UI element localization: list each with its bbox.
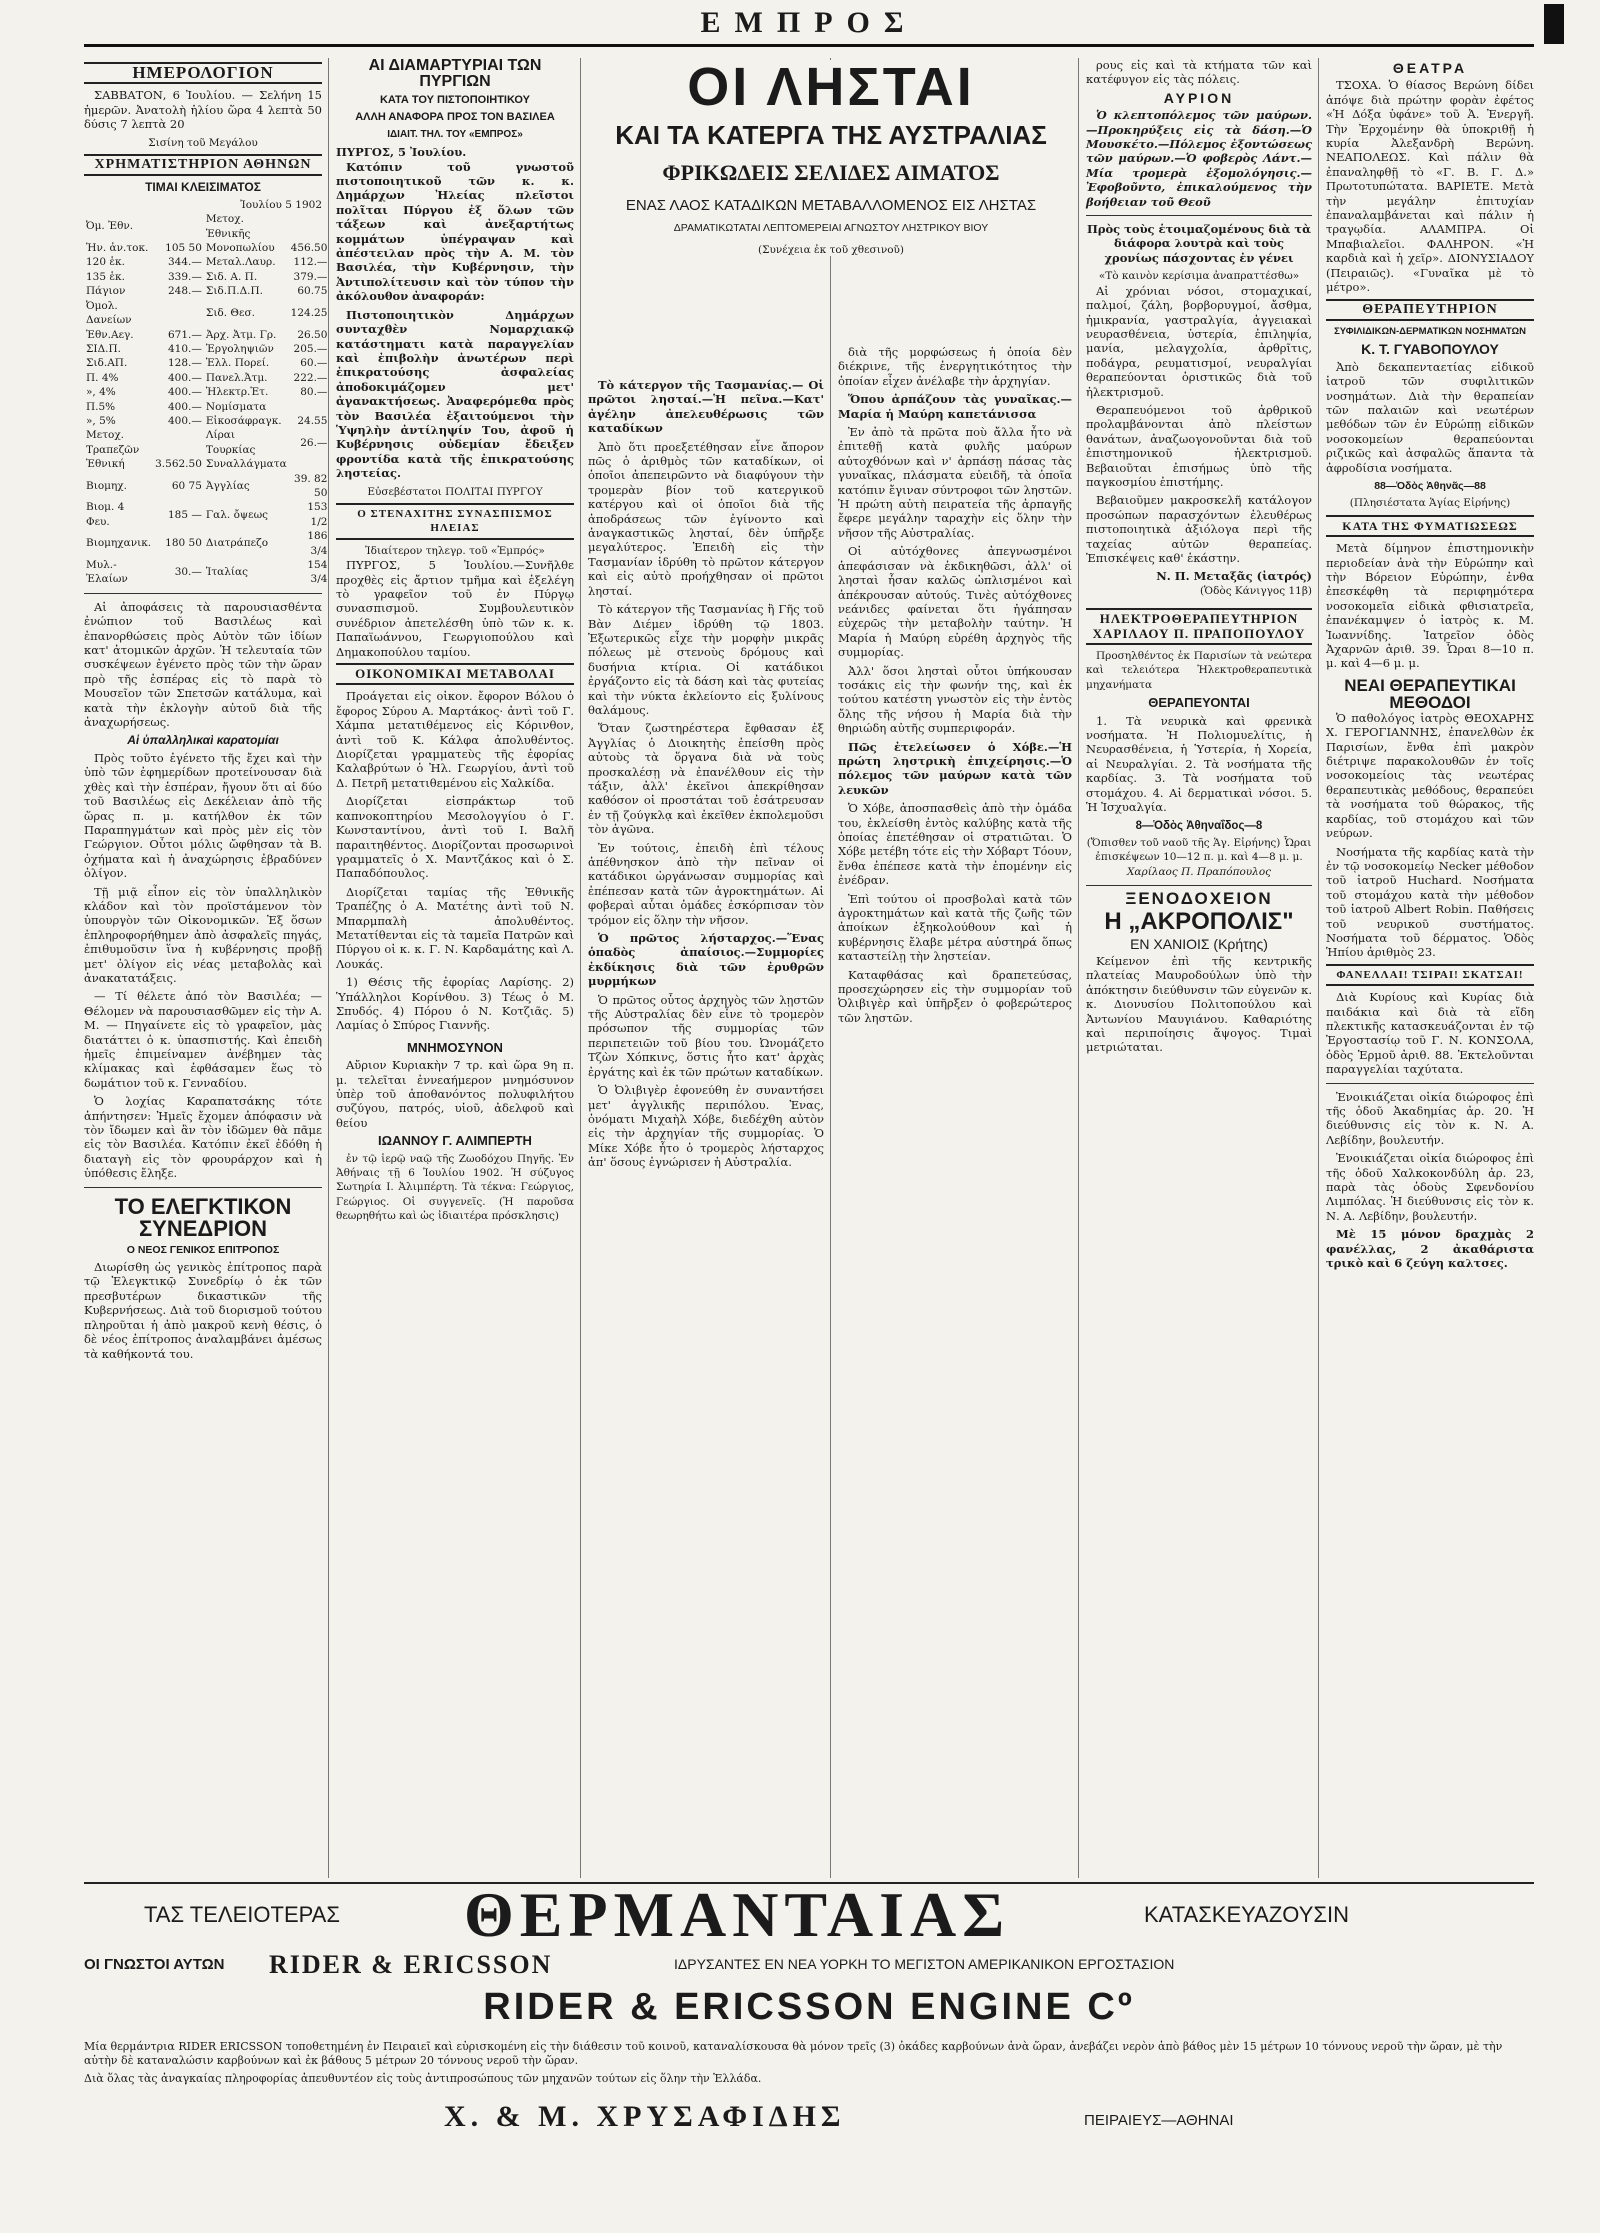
protest-sub-3: ΙΔΙΑΙΤ. ΤΗΛ. ΤΟΥ «ΕΜΠΡΟΣ» [387, 128, 523, 140]
rates-cell: 112.— [293, 256, 328, 269]
theater-text: ΤΣΟΧΑ. Ὁ θίασος Βερώνη δίδει ἀπόψε διὰ πρώτην φορὰν ἐφέτος «Ἡ Δόξα ὑφάνε» τοῦ Ἀ. Ἐνεργῆ. Τὴν Ἐρχομένην θὰ ὑποκριθῇ ἡ κυρία Ἀλεξανδρὴ Βερώνη. ΝΕΑΠΟΛΕΩΣ. Καὶ πάλιν θὰ ἐπαναληφθῇ τὸ «Γ. Β. Γ. Δ.» Πρωτοτυπώτατα. ΒΑΡΙΕΤΕ. Μετὰ τὴν μεγάλην ἐπιτυχίαν ἐπαναλαμβάνεται καὶ πάλιν ἡ τραγῳδία. ΑΛΑΜΠΡΑ. Οἱ Μπαβιαλεῖοι. ΦΑΛΗΡΟΝ. «Ἡ καρδιὰ καὶ ἡ χεῖρ». ΔΙΟΝΥΣΙΑΔΟΥ (Πειραιῶς). «Γυναῖκα μὲ τὸ μέτρο». [1326, 78, 1534, 295]
doctor-sign: Ν. Π. Μεταξᾶς (ἰατρός) [1156, 569, 1312, 584]
story-text-4: — Τί θέλετε ἀπό τὸν Βασιλέα; — Θέλομεν νὰ παρουσιασθῶμεν εἰς τὴν Α. Μ. — Πηγαίνετε εἰς τὸ γραφεῖον, μὰς διατάττει ὁ κ. ὑπασπιστής. Καὶ ἐπειδὴ ἡμεῖς ἐπιμείναμεν ἀνέβημεν τὰς κλίμακας καὶ ἐφθάσαμεν ἕως τὸ δωμάτιον τοῦ κ. Γενναδίου. [84, 989, 322, 1090]
rates-row [84, 558, 329, 587]
clinic-text: Προσηλθέντος ἐκ Παρισίων τὰ νεώτερα καὶ τελειότερα Ἠλεκτροθεραπευτικὰ μηχανήματα [1086, 650, 1312, 691]
clinic-text: Ἀπὸ δεκαπενταετίας εἰδικοῦ ἰατροῦ τῶν συφιλιτικῶν νοσημάτων. Διὰ τὴν θεραπείαν τῶν παλαιῶν καὶ νεωτέρων μεθόδων τῶν ἐν Εὐρώπῃ εἰδικῶν νοσοκομείων θεραπεύονται ριζικῶς καὶ ἀσφαλῶς ἅπαντα τὰ ἀφροδίσια νοσήματα. [1326, 359, 1534, 475]
rates-cell: Σιδ.Π.Δ.Π. [205, 285, 263, 298]
protest-title: ΑΙ ΔΙΑΜΑΡΤΥΡΙΑΙ ΤΩΝ ΠΥΡΓΙΩΝ [368, 57, 542, 90]
rates-cell: Π. 4% [86, 371, 119, 384]
rates-cell: 248.— [168, 285, 202, 298]
rates-cell: Πάγιον [86, 285, 126, 298]
clinic-therapy-title: ΘΕΡΑΠΕΥΟΝΤΑΙ [1148, 695, 1250, 711]
masthead [84, 4, 1534, 47]
calendar-title: ΗΜΕΡΟΛΟΓΙΟΝ [84, 62, 322, 84]
story-text-3: Τῇ μιᾷ εἶπον εἰς τὸν ὑπαλληλικὸν κλάδον καὶ τὸν προϊστάμενον τὸν ὑπουργὸν τῶν Οἰκονομικῶν. Ἐξ ὅσων ἐπληροφορήθημεν ἀπὸ ἀσφαλεῖς πηγάς, ἐπιθυμοῦσιν ἵνα ἡ κυβέρνησις προβῇ μετ' ὀλίγον εἰς νέας μεταβολὰς καὶ ἀνακατατάξεις. [84, 884, 322, 985]
story-text-1: διὰ τῆς μορφώσεως ἡ ὁποία δὲν διέκρινε, τῆς ἐνεργητικότητος τὴν ὁποίαν εἶχεν ἀνέλαβε τὴν ἀρχηγίαν. [838, 345, 1072, 388]
divider [84, 1187, 322, 1188]
rates-cell: Σιδ.ΑΠ. [86, 357, 128, 370]
rates-cell: Νομίσματα [205, 400, 267, 413]
divider [1326, 1083, 1534, 1084]
rates-row [84, 529, 329, 558]
memorial-text-2: ἐν τῷ ἱερῷ ναῷ τῆς Ζωοδόχου Πηγῆς. Ἐν Ἀθήναις τῇ 6 Ἰουλίου 1902. Ἡ σύζυγος Σωτηρία Ι. Ἀλιμπέρτη. Τὰ τέκνα: Γεώργιος, Γεώργιος. Οἱ συγγενεῖς. (Ἡ παροῦσα θεωρηθήτω καὶ ὡς ἰδιαιτέρα πρόσκλησις) [336, 1152, 574, 1223]
rates-cell: Μονοπωλίου [205, 242, 275, 255]
story-text-2: Ἐν ἀπὸ τὰ πρῶτα ποὺ ἄλλα ἦτο νὰ ἐπιτεθῇ κατὰ φυλῆς μαύρων αὐτοχθόνων καὶ ν' ἀρπάσῃ πάσας τὰς γυναῖκας, πλάσματα εὐειδῆ, τὰ ὁποῖα κατόπιν ἔγιναν σύντροφοι τῶν ληστῶν. Ἡ πρώτη αὐτὴ πειρατεία τῆς ἀρπαγῆς ἔφερε μεγάλην ταραχὴν εἰς ὅλην τὴν νῆσον τῆς Αὐστραλίας. [838, 425, 1072, 540]
protest-sign: Εὐσεβέστατοι ΠΟΛΙΤΑΙ ΠΥΡΓΟΥ [367, 485, 543, 498]
rates-cell: 185 — [168, 508, 202, 521]
story-text-2: Τὸ κάτεργον τῆς Τασμανίας ἢ Γῆς τοῦ Βὰν Διέμεν ἱδρύθη τῷ 1803. Ἐξωτερικῶς εἶχε τὴν μορφὴν μικρᾶς πόλεως μὲ στενοὺς δρόμους καὶ δυσήνια κτίρια. Οἱ κατάδικοι ἐργάζοντο εἰς τὰ δάση καὶ τὰς φυτείας καὶ τὴν νύκτα ἐκλείοντο εἰς ξυλίνους θαλάμους. [588, 602, 824, 717]
ad-signature-city: ΠΕΙΡΑΙΕΥΣ—ΑΘΗΝΑΙ [1084, 2112, 1234, 2129]
rates-cell: 180 50 [165, 537, 202, 550]
story-heading: Αἱ ὑπαλληλικαὶ καρατομίαι [127, 733, 279, 748]
story-text-2: Πρὸς τοῦτο ἐγένετο τῆς ἔχει καὶ τὴν ὑπὸ τῶν ἐφημερίδων προτείνουσαν διὰ χθὲς καὶ τὴν ἑσπέραν, ἤγουν ὅτι αἱ δύο τοῦ Βασιλέως εἰς Δεκέλειαν ἀπὸ τῆς ὥρας π. μ. κατήλθον ἐκ τῶν Παραπηγμάτων καὶ πρὸς μὲν εἰς τὸν Γεώργιον. Οὗτοι μόλις ὤφθησαν τὰ Β. ὀχήματα καὶ ἡ ἀναχώρησις ἐβραδύνεν ὀλίγον. [84, 750, 322, 881]
rates-row [84, 414, 329, 428]
tomorrow-title: ΑΥΡΙΟΝ [1163, 89, 1235, 106]
rent-notice-3: Μὲ 15 μόνον δραχμὰς 2 φανέλλας, 2 ἀκαθάριστα τρικὸ καὶ 6 ζεύγη καλτσες. [1326, 1227, 1534, 1271]
rates-cell: 39. 82 50 [294, 472, 328, 499]
finance-title: ΟΙΚΟΝΟΜΙΚΑΙ ΜΕΤΑΒΟΛΑΙ [336, 663, 574, 685]
story-text-7: Καταφθάσας καὶ δραπετεύσας, προσεχώρησεν εἰς τὴν συμμορίαν τοῦ Ὀλιβιγὲρ καὶ ὑπῆρξεν ὁ φοβερώτερος τῶν ληστῶν. [838, 967, 1072, 1025]
rates-row [84, 270, 329, 284]
column-3 [588, 58, 824, 1918]
ad-line2-right: ΙΔΡΥΣΑΝΤΕΣ ΕΝ ΝΕΑ ΥΟΡΚΗ ΤΟ ΜΕΓΙΣΤΟΝ ΑΜΕΡΙΚΑΝΙΚΟΝ ΕΡΓΟΣΤΑΣΙΟΝ [674, 1956, 1175, 1972]
rates-cell: Βιομηχ. [86, 479, 127, 492]
ad-line-3: RIDER & ERICSSON ENGINE Cº [483, 1986, 1135, 2028]
clinic-doctor: Κ. Τ. ΓΥΑΒΟΠΟΥΛΟΥ [1361, 341, 1499, 358]
rates-row [84, 428, 329, 457]
rates-cell: 186 3/4 [307, 530, 328, 557]
column-rule [830, 58, 831, 1878]
rates-row [84, 500, 329, 529]
clinic-subtitle: ΣΥΦΙΛΙΔΙΚΩΝ-ΔΕΡΜΑΤΙΚΩΝ ΝΟΣΗΜΑΤΩΝ [1334, 325, 1526, 337]
divider [1086, 215, 1312, 216]
column-rule [580, 58, 581, 1878]
rates-cell [289, 400, 330, 414]
clinic-text-2: 1. Τὰ νευρικὰ καὶ φρενικὰ νοσήματα. Ἡ Πολιομυελίτις, ἡ Νευρασθένεια, ἡ Ὑστερία, ἡ Χορεία, αἱ Νευραλγίαι. 2. Τὰ νοσήματα τῆς καρδίας. 3. Τὰ νοσήματα τοῦ στομάχου. 4. Αἱ δερματικαὶ νόσοι. 5. Ἡ Ἰσχυαλγία. [1086, 713, 1312, 815]
story-tail: ρους εἰς καὶ τὰ κτήματα τῶν καὶ κατέφυγον εἰς τὰς πόλεις. [1086, 58, 1312, 87]
protest-dateline: ΠΥΡΓΟΣ, 5 Ἰουλίου. [336, 145, 467, 160]
rates-cell: Ὀμ. Ἐθν. [86, 220, 134, 233]
column-2 [336, 58, 574, 1918]
rates-cell: Σιδ. Θεσ. [205, 306, 255, 319]
rates-cell: Π.5% [86, 400, 116, 413]
rates-row [84, 472, 329, 501]
rates-cell: 3.562.50 [155, 458, 202, 471]
rent-notice-1: Ἐνοικιάζεται οἰκία διώροφος ἐπὶ τῆς ὁδοῦ Ἀκαδημίας ἀρ. 20. Ἡ διεύθυνσις εἰς τὸν κ. Ν. Α. Λεβίδην, βουλευτήν. [1326, 1089, 1534, 1147]
story-text-3: Οἱ αὐτόχθονες ἀπεγνωσμένοι ἀπεφάσισαν νὰ ἐκδικηθῶσι, ἀλλ' οἱ λησταὶ ἦσαν καλῶς ὡπλισμένοι καὶ ἀπέκρουσαν αὐτούς. Τινὲς αὐτόχθονες νεάνιδες φαίνεται ὅτι ἠγάπησαν εὐχερῶς τὴν μεταβολὴν ταύτην. Ἡ Μαρία ἡ Μαύρη εὑρέθη ἀρχηγὸς τῆς συμμορίας. [838, 544, 1072, 660]
rates-cell: Συναλλάγματα [205, 458, 287, 471]
headline-subtitle: ΚΑΙ ΤΑ ΚΑΤΕΡΓΑ ΤΗΣ ΑΥΣΤΡΑΛΙΑΣ [615, 120, 1047, 150]
rates-cell: Ἑλλ. Πορεί. [205, 357, 270, 370]
council-title: ΤΟ ΕΛΕΓΚΤΙΚΟΝ ΣΥΝΕΔΡΙΟΝ [114, 1193, 292, 1241]
ad-line-2 [84, 1950, 1534, 1980]
tomorrow-text: Ὁ κλεπτοπόλεμος τῶν μαύρων.—Προκηρύξεις εἰς τὰ δάση.—Ὁ Μουσκέτο.—Πόλεμος ἐξοντώσεως τῶν μαύρων.—Ὁ φοβερὸς Λάντ.—Μία τρομερὰ ἐξομολόγησις.—Ἐφοβοῦντο, ἐπικαλούμενος τὴν βοήθειαν τοῦ Θεοῦ [1086, 108, 1312, 209]
rates-cell: 379.— [293, 270, 328, 283]
rates-cell: 60 75 [171, 479, 202, 492]
story-text-3: Ὅταν ζωστηρέστερα ἔφθασαν ἐξ Ἀγγλίας ὁ Διοικητὴς ἐπείσθη πρὸς αὐτοὺς τὰ ὅργανα διὰ νὰ τοὺς προσκαλέσῃ νὰ ἐπανέλθουν εἰς τὴν τάξιν, ἀλλ' ἐκεῖνοι ἀπεκρίθησαν καθόσον οἱ προστάται τοῦ ἐσάτρευσαν ἐν τῇ ζούγκλᾳ καὶ ἐκεῖθεν ἐκπολεμοῦσι τὸν ἀγῶνα. [588, 721, 824, 837]
clinic-title: ΗΛΕΚΤΡΟΘΕΡΑΠΕΥΤΗΡΙΟΝ ΧΑΡΙΛΑΟΥ Π. ΠΡΑΠΟΠΟΥΛΟΥ [1086, 608, 1312, 645]
rates-row [84, 385, 329, 399]
rates-cell [153, 212, 204, 241]
rates-cell: Πανελ.Ἀτμ. [205, 371, 268, 384]
rates-cell: 339.— [168, 270, 202, 283]
headline-deck-2: ΕΝΑΣ ΛΑΟΣ ΚΑΤΑΔΙΚΩΝ ΜΕΤΑΒΑΛΛΟΜΕΝΟΣ ΕΙΣ ΛΗΣΤΑΣ [625, 197, 1037, 214]
story-text: Αἱ ἀποφάσεις τὰ παρουσιασθέντα ἐνώπιον τοῦ Βασιλέως καὶ ἐπανορθώσεις πρὸς Αὐτὸν τῶν ἰδίων κατ' ἀτομικῶν ἀρχῶν. Ἡ τελευταία τῶν συσκέψεων ἐγένετο πρὸς τῶν τὴν ὥραν πρὸ τῆς ἐσπέρας εἰς τὸ παρὰ τὸ Μουσεῖον τῶν Σπετσῶν κατάλυμα, καὶ κατὰ τὴν ἐκλογὴν αὐτοῦ διὰ τῆς ἀναχωρήσεως. [84, 599, 322, 730]
calendar-text: ΣΑΒΒΑΤΟΝ, 6 Ἰουλίου. — Σελήνη 15 ἡμερῶν. Ἀνατολὴ ἡλίου ὥρα 4 λεπτὰ 50 δύσις 7 λεπτὰ 20 [84, 88, 322, 132]
rates-cell: Ἠν. ἀν.τοκ. [86, 242, 149, 255]
clinic-sign: Χαρίλαος Π. Πραπόπουλος [1126, 865, 1272, 878]
calendar-saint: Σισίνη τοῦ Μεγάλου [148, 136, 258, 149]
rates-cell: 410.— [168, 342, 202, 355]
hotel-city: ΕΝ ΧΑΝΙΟΙΣ (Κρήτης) [1130, 935, 1268, 952]
headline-deck: ΦΡΙΚΩΔΕΙΣ ΣΕΛΙΔΕΣ ΑΙΜΑΤΟΣ [662, 160, 1000, 185]
headline-deck-3: ΔΡΑΜΑΤΙΚΩΤΑΤΑΙ ΛΕΠΤΟΜΕΡΕΙΑΙ ΑΓΝΩΣΤΟΥ ΛΗΣΤΡΙΚΟΥ ΒΙΟΥ [673, 222, 989, 234]
clinic-address: 8—Ὁδὸς Ἀθηναΐδος—8 [1135, 819, 1263, 832]
rates-cell: 80.— [300, 386, 328, 399]
hotel-text: Κείμενον ἐπὶ τῆς κεντρικῆς πλατείας Μαυροδούλων ὑπὸ τὴν ἀπόκτησιν διεύθυνσιν τῶν εὐγενῶν κ. κ. Διονυσίου Πολιτοπούλου καὶ Ἀντωνίου Μαυγιάνου. Καθαριότης καὶ περιποίησις ἄψογος. Τιμαὶ μετριώταται. [1086, 953, 1312, 1055]
story-text-1: Ἀπὸ ὅτι προεξετέθησαν εἶνε ἄπορον πῶς ὁ ἀριθμὸς τῶν καταδίκων, οἱ ὁποῖοι ἀπεπειρῶντο νὰ διαφύγουν τὴν τρομερὰν βίον τοῦ κατεργικοῦ κατέργου καὶ οἱ ὁποῖοι διὰ τῆς ἀποδράσεως τῶν ἐγίνοντο καὶ ἀναγκαστικῶς λησταί, δὲν ὑπῆρξε μεγαλύτερος. Ἐπειδὴ εἰς τὴν Τασμανίαν ἱδρύθη τὸ πρῶτον κάτεργον καὶ εἰς αὐτὸ προήχθησαν οἱ πρῶτοι λησταί. [588, 439, 824, 598]
story-text-5: Ὁ λοχίας Καραπατσάκης τότε ἀπήντησεν: Ἡμεῖς ἔχομεν ἀπόφασιν νὰ τὸν ἴδωμεν καὶ ἂν τὸν ἰδῶμεν θὰ πᾶμε εἰς τὸν Βασιλέα. Κατόπιν ἐκεῖ ἐδόθη ἡ διαταγὴ εἰς τὸν φρουράρχον καὶ ἡ ὑπόθεσις ἔληξε. [84, 1094, 322, 1181]
rates-cell: Ἐθνική [86, 458, 125, 471]
baths-title: Πρὸς τοὺς ἑτοιμαζομένους διὰ τὰ διάφορα λουτρὰ καὶ τοὺς χρονίως πάσχοντας ἐν γένει [1086, 222, 1311, 265]
rates-cell: Λίραι Τουρκίας [205, 429, 256, 456]
rates-cell: 124.25 [290, 306, 328, 319]
rates-cell: Ἐργοληψιῶν [205, 342, 274, 355]
column-rule [1318, 58, 1319, 1878]
rates-cell [289, 457, 330, 471]
rates-cell: 128.— [168, 357, 202, 370]
council-text: Διωρίσθη ὡς γενικὸς ἐπίτροπος παρὰ τῷ Ἐλεγκτικῷ Συνεδρίῳ ὁ ἐκ τῶν πρεσβυτέρων δικαστικῶν τῆς Κυβερνήσεως. Διὰ τοῦ διορισμοῦ τούτου πληροῦται ἡ ἀπὸ μακροῦ κενὴ θέσις, ὁ δὲ νέος ἐπίτροπος ἀναλαμβάνει ἀμέσως τὰ καθήκοντά του. [84, 1260, 322, 1361]
hotel-name: Η „ΑΚΡΟΠΟΛΙΣ" [1104, 907, 1294, 935]
story-text-4: Ἀλλ' ὅσοι λησταὶ οὗτοι ὑπήκουσαν τοσάκις εἰς τὴν φωνήν της, καὶ ἐκ τούτου κατέστη γνωστὸν εἰς τὴν ἐντὸς ὄλης τῆς νήσου ἡ Μαρία διὰ τὴν θηριώδη αὐτῆς συμπεριφοράν. [838, 663, 1072, 736]
methods-text-2: Νοσήματα τῆς καρδίας κατὰ τὴν ἐν τῷ νοσοκομείῳ Necker μέθοδον τοῦ ἰατροῦ Huchard. Νοσήματα τοῦ στομάχου κατὰ τὴν μέθοδον τοῦ ἰατροῦ Albert Robin. Παθήσεις τοῦ νευρικοῦ συστήματος. Νοσήματα τοῦ δέρματος. Ὁδὸς Ἡπίου ἀριθμὸς 23. [1326, 844, 1534, 960]
masthead-bar [1544, 4, 1564, 44]
rates-cell: 26.50 [297, 328, 328, 341]
rates-cell: Σιδ. Α. Π. [205, 270, 258, 283]
rates-table [84, 212, 329, 587]
headline-title: ΟΙ ΛΗΣΤΑΙ [687, 57, 975, 117]
ad-signature: Χ. & Μ. ΧΡΥΣΑΦΙΔΗΣ [444, 2100, 846, 2133]
rates-cell: 60.75 [297, 285, 328, 298]
baths-text-2: Θεραπευόμενοι τοῦ ἀρθρικοῦ προλαμβάνονται ἀπὸ πλείστων θανάτων, ἀναζωογονοῦνται διὰ τοῦ ἐπιστημονικοῦ ἠλεκτρισμοῦ. Βεβαιοῦται ἐπισήμως ὑπὸ τῆς παγκοσμίου ἐπιστήμης. [1086, 402, 1312, 489]
clinic-address-sub: (Πλησιέστατα Ἁγίας Εἰρήνης) [1349, 497, 1511, 510]
methods-title: ΝΕΑΙ ΘΕΡΑΠΕΥΤΙΚΑΙ ΜΕΘΟΔΟΙ [1344, 675, 1516, 712]
column-1 [84, 58, 328, 1918]
rates-cell: Διατράπεζο [205, 537, 269, 550]
main-headline [588, 57, 1074, 256]
rates-cell [289, 212, 330, 241]
finance-text: Προάγεται εἰς οἰκον. ἔφορον Βόλου ὁ ἔφορος Σύρου Α. Μαρτάκος· ἀντὶ τοῦ Γ. Χάμπα μετατιθέμενος εἰς Κόρινθον, ἀντὶ τοῦ Κ. Κάλφα ἀπολυθέντος. Διορίζεται γραμματεὺς τῆς ἐφορίας Καλαβρύτων ὁ Ἠλ. Γεωργίου, ἀντὶ τοῦ Δ. Πετρῆ μετατιθεμένου εἰς Χαλκίδα. [336, 689, 574, 790]
rates-cell: Γαλ. ὄψεως [205, 508, 269, 521]
ad-line2-left: ΟΙ ΓΝΩΣΤΟΙ ΑΥΤΩΝ [84, 1956, 225, 1973]
rates-cell: 154 3/4 [307, 559, 328, 586]
rebels-sub: Ἰδιαίτερον τηλεγρ. τοῦ «Ἐμπρός» [365, 544, 545, 557]
story-text-4: Ἐν τούτοις, ἐπειδὴ ἐπὶ τέλους ἀπέθνησκον ἀπὸ τὴν πεῖναν οἱ κατάδικοι ὠργάνωσαν συμμορίας καὶ ἐπέπεσαν κατὰ τῶν ἀγροκτημάτων. Αἱ φοβεραὶ αὗται ὁμάδες ἐσκόρπισαν τὸν τρόμον εἰς ὅλην τὴν νῆσον. [588, 840, 824, 927]
memorial-text: Αὔριον Κυριακὴν 7 τρ. καὶ ὥρα 9η π. μ. τελεῖται ἐννεαήμερον μνημόσυνον ὑπὲρ τοῦ ἀποθανόντος πολυφιλήτου συζύγου, πατρός, υἱοῦ, ἀδελφοῦ καὶ θείου [336, 1058, 574, 1130]
finance-list: 1) Θέσις τῆς ἐφορίας Λαρίσης. 2) Ὑπάλληλοι Κορίνθου. 3) Τέως ὁ Μ. Σπυδός. 4) Πόρου ὁ Ν. Κοτζιᾶς. 5) Λαμίας ὁ Σπύρος Γιαννῆς. [336, 975, 574, 1033]
ad-line1-big: ΘΕΡΜΑΝΤΑΙΑΣ [464, 1879, 1011, 1950]
rates-cell [153, 299, 204, 328]
flannel-title: ΦΑΝΕΛΛΑΙ! ΤΣΙΡΑΙ! ΣΚΑΤΣΑΙ! [1326, 964, 1534, 986]
rebels-text: ΠΥΡΓΟΣ, 5 Ἰουλίου.—Συνῆλθε προχθὲς εἰς ἄρτιον τμῆμα καὶ ἐξελέγη τὸ γραφεῖον τοῦ ἐν Πύργῳ συνασπισμοῦ. Συμβουλευτικὸν συνέδριον ἀπετελέσθη ὑπὸ τῶν κ. κ. Παπαϊωάννου, Γεωργιοπούλου καὶ Δημακοπούλου ταμίου. [336, 558, 574, 659]
memorial-title: ΜΝΗΜΟΣΥΝΟΝ [407, 1039, 503, 1055]
column-rule [1078, 58, 1079, 1878]
rates-cell: Ἠλεκτρ.Ἑτ. [205, 386, 269, 399]
rates-cell: 26.— [300, 436, 328, 449]
flannel-text: Διὰ Κυρίους καὶ Κυρίας διὰ παιδάκια καὶ διὰ τὰ εἴδη πλεκτικῆς κατασκευάζονται ἐν τῷ Ἐργοστασίῳ τοῦ Γ. Ν. ΚΟΝΣΟΛΑ, ὁδὸς Ἑρμοῦ ἀριθ. 88. Ἐκτελοῦνται παραγγελίαι ταχύτατα. [1326, 990, 1534, 1077]
rates-cell: Βιομ. 4 Φευ. [86, 501, 125, 528]
protest-sub-2: ΑΛΛΗ ΑΝΑΦΟΡΑ ΠΡΟΣ ΤΟΝ ΒΑΣΙΛΕΑ [355, 111, 555, 124]
prices-title: ΤΙΜΑΙ ΚΛΕΙΣΙΜΑΤΟΣ [145, 180, 261, 195]
rates-cell: 120 ἑκ. [86, 256, 125, 269]
rates-cell: Ὀμολ. Δανείων [86, 299, 132, 327]
baths-sub: «Τὸ καινὸν κερίσιμα ἀναπραττέσθω» [1098, 270, 1300, 283]
column-4 [838, 345, 1072, 1880]
rates-row [84, 299, 329, 328]
rates-row [84, 342, 329, 356]
council-sub: Ο ΝΕΟΣ ΓΕΝΙΚΟΣ ΕΠΙΤΡΟΠΟΣ [126, 1243, 280, 1256]
clinic-address: 88—Ὁδὸς Ἀθηνᾶς—88 [1374, 479, 1486, 492]
rates-row [84, 356, 329, 370]
rates-cell: », 4% [86, 386, 116, 399]
rates-cell: Βιομηχανικ. [86, 537, 152, 550]
rates-cell: Μυλ.-Ἐλαίων [86, 559, 128, 586]
rates-cell: 105 50 [165, 242, 202, 255]
rebels-title: Ο ΣΤΕΝΑΧΙΤΗΣ ΣΥΝΑΣΠΙΣΜΟΣ ΗΛΕΙΑΣ [336, 503, 574, 540]
hotel-title: ΞΕΝΟΔΟΧΕΙΟΝ [1125, 889, 1273, 909]
ad-line1-left: ΤΑΣ ΤΕΛΕΙΟΤΕΡΑΣ [144, 1902, 340, 1927]
rates-cell: Ἀρχ. Ἀτμ. Γρ. [205, 328, 277, 341]
ad-line-5: Διὰ ὅλας τὰς ἀναγκαίας πληροφορίας ἀπευθυντέον εἰς τοὺς ἀντιπροσώπους τῶν μηχανῶν τούτων εἰς ὅλην τὴν Ἑλλάδα. [84, 2072, 762, 2085]
rates-row [84, 457, 329, 471]
protest-sub: ΚΑΤΑ ΤΟΥ ΠΙΣΤΟΠΟΙΗΤΙΚΟΥ [379, 94, 531, 106]
ad-line1-right: ΚΑΤΑΣΚΕΥΑΖΟΥΣΙΝ [1144, 1902, 1349, 1927]
story-subhead-2: Πῶς ἐτελείωσεν ὁ Χόβε.—Ἡ πρώτη ληστρικὴ ἐπιχείρησις.—Ὁ πόλεμος τῶν μαύρων κατὰ τῶν λευκῶν [838, 739, 1072, 797]
rates-cell: 153 1/2 [307, 501, 328, 528]
rates-cell: Μετοχ. Ἐθνικῆς [205, 213, 251, 240]
theater-title: ΘΕΑΤΡΑ [1392, 60, 1468, 76]
rates-cell: 456.50 [290, 242, 328, 255]
rates-cell: 344.— [168, 256, 202, 269]
memorial-name: ΙΩΑΝΝΟΥ Γ. ΑΛΙΜΠΕΡΤΗ [378, 1133, 532, 1149]
baths-text: Αἱ χρόνιαι νόσοι, στομαχικαί, παλμοί, ζάλη, βορβορυγμοί, ἄσθμα, ἡμικρανία, γαστραλγία, ἀγγειακαὶ νευρασθένεια, ὑστερία, ἐπιληψία, μανία, μελαγχολία, ἀρθρῖτις, ποδάγρα, ρευματισμοί, νευραλγίαι θεραπεύονται ὁριστικῶς διὰ τοῦ ἠλεκτρισμοῦ. [1086, 283, 1312, 399]
rates-cell: 205.— [293, 342, 328, 355]
continued-note: (Συνέχεια ἐκ τοῦ χθεσινοῦ) [757, 243, 905, 256]
tb-title: ΚΑΤΑ ΤΗΣ ΦΥΜΑΤΙΩΣΕΩΣ [1326, 515, 1534, 537]
market-title: ΧΡΗΜΑΤΙΣΤΗΡΙΟΝ ΑΘΗΝΩΝ [84, 154, 322, 176]
rates-row [84, 400, 329, 414]
rates-row [84, 212, 329, 241]
ad-signature-block [84, 2100, 1534, 2140]
rates-cell: 60.— [300, 357, 328, 370]
story-text-6: Ὁ Ὀλιβιγὲρ ἐφονεύθη ἐν συναντήσει μετ' ἀγγλικῆς περιπόλου. Ἑνας, ὀνόματι Μιχαὴλ Χόβε, διεδέχθη αὐτὸν εἰς τὴν ἀρχηγίαν τῆς συμμορίας. Ὁ Μίκε Χόβε ἦτο ὁ τρομερὸς λήσταρχος ἀπ' ὅσους ἐγνώρισεν ἡ Αὐστραλία. [588, 1083, 824, 1170]
rates-cell: 400.— [168, 414, 202, 427]
story-subhead-1: Ὅπου ἀρπάζουν τὰς γυναῖκας.—Μαρία ἡ Μαύρη καπετάνισσα [838, 392, 1072, 421]
rates-cell: ΣΙΔ.Π. [86, 342, 121, 355]
ad-line2-mid: RIDER & ERICSSON [269, 1950, 553, 1979]
rates-cell: », 5% [86, 414, 116, 427]
column-5 [1086, 58, 1312, 1918]
rates-cell: Εἰκοσάφραγκ. [205, 414, 282, 427]
methods-text: Ὁ παθολόγος ἰατρὸς ΘΕΟΧΑΡΗΣ Χ. ΓΕΡΟΓΙΑΝΝΗΣ, ἐπανελθὼν ἐκ Παρισίων, ἔνθα ἐπὶ μακρὸν διέτριψε παρακολουθῶν ἐν τοῖς νοσοκομείοις τὰς νεωτέρας θεραπευτικὰς μεθόδους, θεραπεύει τὰ νοσήματα τοῦ θώρακος, τῆς καρδίας, τοῦ στομάχου καὶ τῶν νεύρων. [1326, 710, 1534, 841]
rates-row [84, 284, 329, 298]
rates-row [84, 371, 329, 385]
story-subhead-1: Τὸ κάτεργον τῆς Τασμανίας.— Οἱ πρῶτοι λησταί.—Ἡ πεῖνα.—Κατ' ἀγέλην ἀπελευθέρωσις τῶν καταδίκων [588, 378, 824, 436]
rates-row [84, 255, 329, 269]
baths-text-3: Βεβαιοῦμεν μακροσκελῆ κατάλογον προσώπων παρασχόντων ἐλευθέρως πιστοποιητικὰ ἀξιόλογα περὶ τῆς ταχείας αὐτῶν θεραπείας. Ἐπισκέψεις καθ' ἑκάστην. [1086, 493, 1312, 565]
clinic-hours: (Ὄπισθεν τοῦ ναοῦ τῆς Ἁγ. Εἰρήνης) Ὧραι ἐπισκέψεων 10—12 π. μ. καὶ 4—8 μ. μ. [1086, 836, 1312, 864]
clinic-title: ΘΕΡΑΠΕΥΤΗΡΙΟΝ [1326, 299, 1534, 321]
tb-text: Μετὰ δίμηνον ἐπιστημονικὴν περιοδείαν ἀνὰ τὴν Εὐρώπην καὶ τὴν Βόρειον Εὐρώπην, ἐνθα ἐπεσκέφθη τὰ περιφημότερα νοσοκομεῖα εἰδικὰ φθισιατρεῖα, ἐπανέκαμψεν ὁ ἰατρὸς κ. Μ. Ἰωαννίδης. Ἰατρεῖον ὁδὸς Ἀχαρνῶν ἀριθ. 39. Ὧραι 8—10 π. μ. καὶ 4—6 μ. μ. [1326, 541, 1534, 671]
rates-row [84, 328, 329, 342]
ad-line-1 [84, 1879, 1534, 1950]
protest-text: Κατόπιν τοῦ γνωστοῦ πιστοποιητικοῦ τῶν κ. κ. Δημάρχων Ἠλείας πλεῖστοι πολῖται Πύργου ἐξ ὅλων τῶν τάξεων καὶ ἀνεξαρτήτως κομμάτων ὑπέγραψαν καὶ ἀπέστειλαν πρὸς τὴν Α. Μ. τὸν Βασιλέα, τὴν Κυβέρνησιν, τὴν Ἀντιπολίτευσιν καὶ τὸν τύπον τὴν ἀκόλουθον ἀναφοράν: [336, 159, 574, 304]
column-6 [1326, 58, 1534, 1918]
rates-cell: 400.— [168, 371, 202, 384]
prices-date: Ἰουλίου 5 1902 [240, 198, 322, 211]
masthead-name: ΕΜΠΡΟΣ [700, 6, 918, 39]
divider [84, 593, 322, 594]
rates-cell: Ἀγγλίας [205, 479, 250, 492]
rates-cell: 400.— [168, 400, 202, 413]
rates-row [84, 241, 329, 255]
divider [1086, 885, 1312, 886]
story-text-5: Ὁ πρῶτος οὗτος ἀρχηγὸς τῶν λῃστῶν τῆς Αὐστραλίας δὲν εἶνε τὸ τρομερὸν πρόσωπον τῆς συμμορίας τῶν περιπετειῶν τοῦ βίου του. Ὠνομάζετο Τζὼν Χόπκινς, ὅστις ἦτο κατ' ἀρχὰς ἐργάτης καὶ ἐκ τῶν πρώτων καταδίκων. [588, 992, 824, 1079]
rates-cell: Ἐθν.Αεγ. [86, 328, 134, 341]
rates-cell: 24.55 [297, 414, 328, 427]
finance-text-3: Διορίζεται ταμίας τῆς Ἐθνικῆς Τραπέζης ὁ Α. Ματέτης ἀντὶ τοῦ Ν. Μπαρμπαλὴ ἀπολυθέντος. Μετατίθενται εἰς τὰ ταμεῖα Πατρῶν καὶ Πύργου οἱ κ. κ. Γ. Ν. Καρδαμάτης καὶ Λ. Λουκάς. [336, 884, 574, 971]
story-text-6: Ἐπὶ τούτου οἱ προσβολαὶ κατὰ τῶν ἀγροκτημάτων καὶ κατὰ τῆς ζωῆς τῶν ἀποίκων ἐξηκολούθουν καὶ ἡ κυβέρνησις ἔλαβε μέτρα αὐστηρά ὅπως καταστείλῃ τὴν ληστείαν. [838, 891, 1072, 964]
rates-cell: 671.— [168, 328, 202, 341]
rates-cell: Ἰταλίας [205, 566, 249, 579]
rates-cell [153, 428, 204, 457]
ad-line-4: Μία θερμάντρια RIDER ERICSSON τοποθετημένη ἐν Πειραιεῖ καὶ εὑρισκομένη εἰς τὴν διάθεσιν τοῦ κοινοῦ, καταναλίσκουσα θὰ μόνον τρεῖς (3) ὀκάδες καρβούνων ἀνὰ ὥραν, ἀνεβάζει νερὸν ἀπὸ βάθος μὲν 15 μέτρων 10 τόννους νεροῦ τὴν ὥραν, μὲ τὴν αὐτὴν δὲ καταναλώσιν καρβούνων καὶ ἐκ βάθους 5 μέτρων 20 τόννους νεροῦ τὴν ὥραν. [84, 2040, 1503, 2067]
rates-cell: Μεταλ.Λαυρ. [205, 256, 276, 269]
rates-cell: 135 ἑκ. [86, 270, 125, 283]
story-subhead-2: Ὁ πρῶτος λήσταρχος.—Ἕνας ὁπαδὸς ἀπαίσιος.—Συμμορίες ἐκδίκησις διὰ τῶν ἐρυθρῶν μυρμήκων [588, 931, 824, 989]
rates-cell: Μετοχ. Τραπεζῶν [86, 429, 140, 456]
rates-cell: 222.— [293, 371, 328, 384]
story-text-5: Ὁ Χόβε, ἀποσπασθεὶς ἀπὸ τὴν ὁμάδα του, ἐκλείσθη ἐντὸς καλύβης κατὰ τῆς ὁποίας ἐπετέθησαν οἱ στρατιῶται. Ὁ Χόβε μετέβη τότε εἰς τὴν Χόβαρτ Τόουν, ἔνθα ἐπέπεσε κατὰ τὴν ἐπομένην εἰς ἐνέδραν. [838, 801, 1072, 888]
rent-notice-2: Ἐνοικιάζεται οἰκία διώροφος ἐπὶ τῆς ὁδοῦ Χαλκοκονδύλη ἀρ. 23, παρὰ τὰς ὁδοὺς Σφενδονίου Λιμπόλας. Ἡ διεύθυνσις εἰς τὸν κ. Ν. Α. Λεβίδην, βουλευτήν. [1326, 1151, 1534, 1223]
rates-cell: 400.— [168, 386, 202, 399]
rates-cell: 30.— [174, 566, 202, 579]
doctor-address: (Ὁδὸς Κάνιγγος 11β) [1199, 584, 1312, 597]
protest-quote: Πιστοποιητικὸν Δημάρχων συνταχθὲν Νομαρχιακῷ κατάστηματι κατὰ παραγγελίαν καὶ ἐπιβολὴν ἀνωτέρων περὶ ἐπικρατούσης ἀσφαλείας ἀποδοκιμάζομεν μετ' ἀγανακτήσεως. Ἀναφερόμεθα πρὸς τὸν Βασιλέα ἐξαιτούμενοι τὴν Ὑψηλὴν ἀντίληψίν Του, ἀφοῦ ἡ Κυβέρνησις οὐδεμίαν ἔδειξεν φροντίδα κατὰ τῆς ἐπικρατούσης ληστείας. [336, 307, 574, 481]
finance-text-2: Διορίζεται εἰσπράκτωρ τοῦ καπνοκοπτηρίου Μεσολογγίου ὁ Γ. Κωνσταντίνου, ἀντὶ τοῦ Ι. Βαλῆ παραιτηθέντος. Διορίζονται προσωρινοὶ γραμματεῖς ὁ Χ. Μαντζάκος καὶ ὁ Σ. Παπαδόπουλος. [336, 794, 574, 881]
